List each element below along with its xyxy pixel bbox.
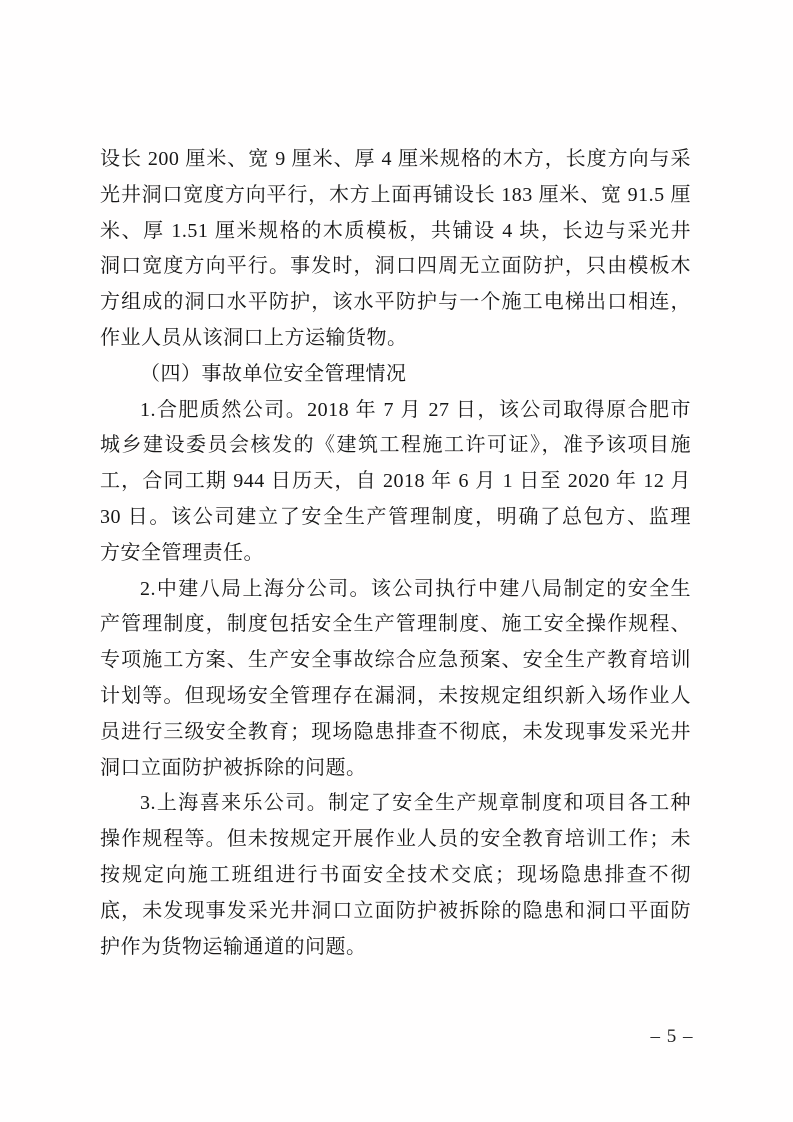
page-number: – 5 – (650, 1026, 694, 1047)
section-heading: （四）事故单位安全管理情况 (140, 362, 407, 385)
doc-line: 城乡建设委员会核发的《建筑工程施工许可证》，准予该项目施 (100, 434, 691, 457)
doc-line: 1.合肥质然公司。2018 年 7 月 27 日，该公司取得原合肥市 (140, 398, 691, 421)
doc-line: 操作规程等。但未按规定开展作业人员的安全教育培训工作；未 (100, 828, 691, 851)
doc-line: 底，未发现事发采光井洞口立面防护被拆除的隐患和洞口平面防 (100, 899, 691, 922)
doc-line: 米、厚 1.51 厘米规格的木质模板，共铺设 4 块，长边与采光井 (100, 219, 691, 242)
doc-line: 作业人员从该洞口上方运输货物。 (100, 326, 408, 349)
doc-line: 工，合同工期 944 日历天，自 2018 年 6 月 1 日至 2020 年 12 月 (100, 470, 691, 493)
doc-line: 员进行三级安全教育；现场隐患排查不彻底，未发现事发采光井 (100, 720, 691, 743)
doc-line: 按规定向施工班组进行书面安全技术交底；现场隐患排查不彻 (100, 863, 691, 886)
doc-line: 洞口宽度方向平行。事发时，洞口四周无立面防护，只由模板木 (100, 255, 691, 278)
doc-line: 设长 200 厘米、宽 9 厘米、厚 4 厘米规格的木方，长度方向与采 (100, 148, 691, 170)
doc-line: 方组成的洞口水平防护，该水平防护与一个施工电梯出口相连， (100, 291, 691, 314)
doc-line: 2.中建八局上海分公司。该公司执行中建八局制定的安全生 (140, 577, 691, 600)
doc-line: 3.上海喜来乐公司。制定了安全生产规章制度和项目各工种 (140, 792, 691, 815)
doc-line: 专项施工方案、生产安全事故综合应急预案、安全生产教育培训 (100, 649, 691, 672)
doc-line: 方安全管理责任。 (100, 541, 264, 564)
doc-line: 计划等。但现场安全管理存在漏洞，未按规定组织新入场作业人 (100, 684, 691, 707)
doc-line: 洞口立面防护被拆除的问题。 (100, 756, 367, 779)
doc-line: 光井洞口宽度方向平行，木方上面再铺设长 183 厘米、宽 91.5 厘 (100, 183, 691, 206)
doc-line: 护作为货物运输通道的问题。 (100, 935, 367, 958)
document-body (100, 142, 691, 965)
doc-line: 产管理制度，制度包括安全生产管理制度、施工安全操作规程、 (100, 613, 691, 636)
doc-line: 30 日。该公司建立了安全生产管理制度，明确了总包方、监理 (100, 505, 691, 528)
